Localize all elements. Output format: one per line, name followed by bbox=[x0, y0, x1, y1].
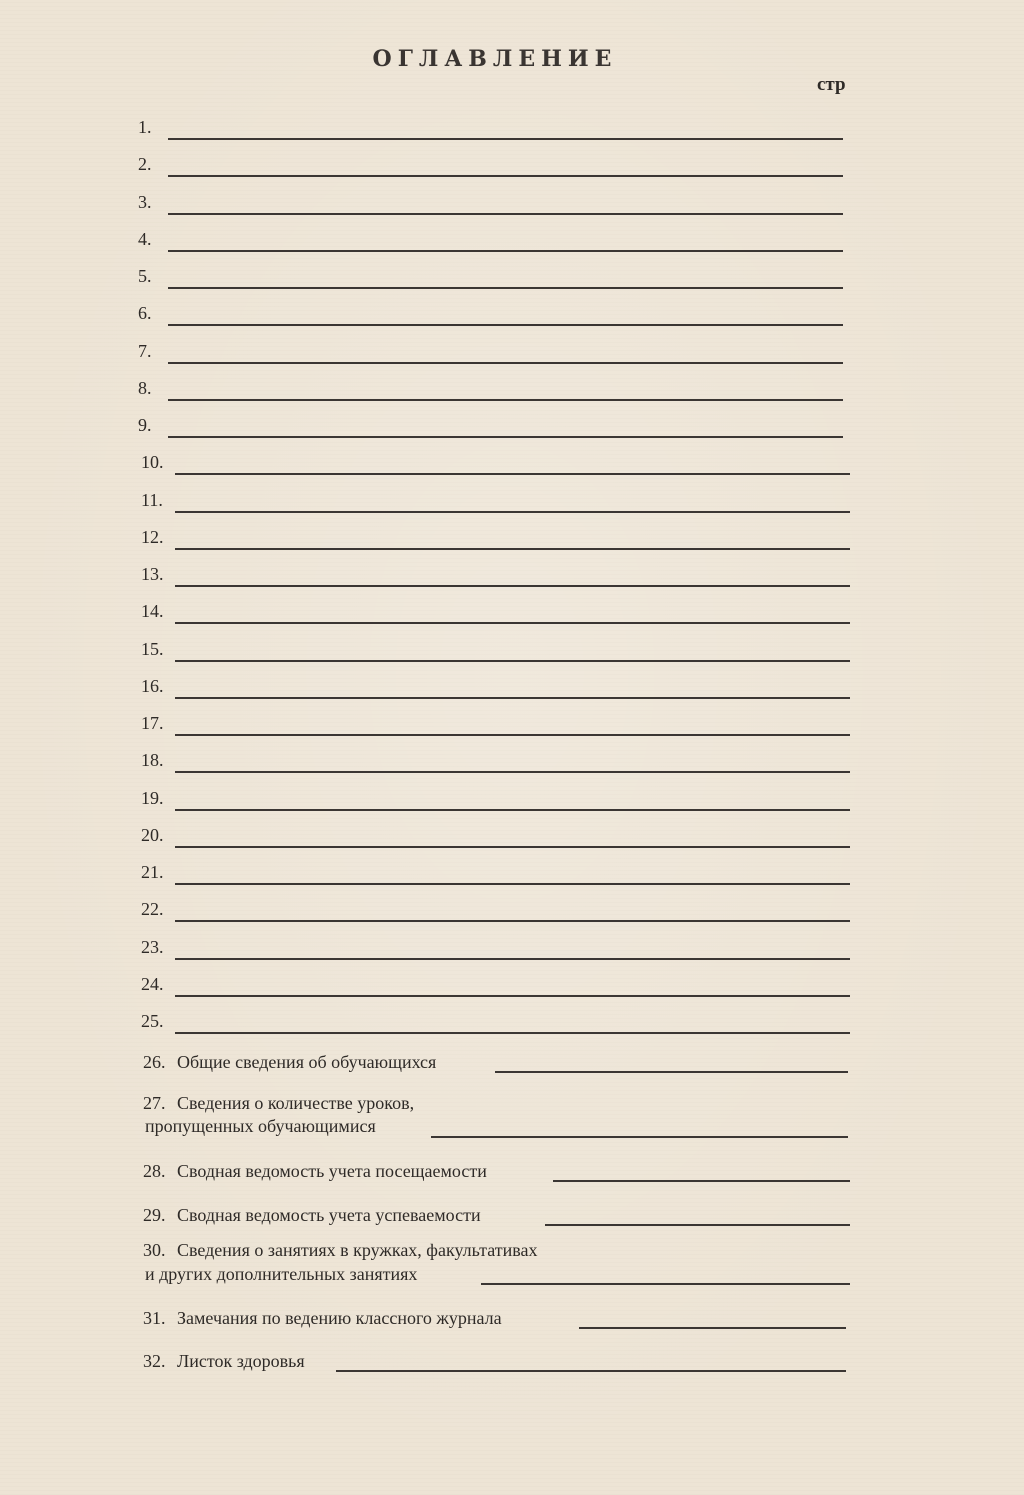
toc-entry-number: 3. bbox=[138, 192, 152, 212]
fill-line[interactable] bbox=[579, 1327, 846, 1329]
toc-entry-number: 21. bbox=[141, 862, 164, 882]
fill-line[interactable] bbox=[175, 511, 850, 513]
fill-line[interactable] bbox=[545, 1224, 850, 1226]
fill-line[interactable] bbox=[168, 287, 843, 289]
toc-entry-number: 31. bbox=[143, 1308, 166, 1328]
toc-entry-1 bbox=[138, 114, 843, 138]
toc-entry-8 bbox=[138, 375, 843, 399]
toc-entry-12 bbox=[141, 524, 850, 548]
toc-entry-5 bbox=[138, 263, 843, 287]
toc-entry-number: 23. bbox=[141, 937, 164, 957]
toc-entry-10 bbox=[141, 449, 850, 473]
toc-entry-27 bbox=[143, 1093, 848, 1141]
fill-line[interactable] bbox=[175, 697, 850, 699]
toc-entry-text: Замечания по ведению классного журнала bbox=[177, 1308, 502, 1328]
toc-entry-number: 8. bbox=[138, 378, 152, 398]
toc-entry-13 bbox=[141, 561, 850, 585]
toc-entry-number: 2. bbox=[138, 154, 152, 174]
toc-entry-number: 13. bbox=[141, 564, 164, 584]
toc-entry-28 bbox=[143, 1158, 850, 1182]
toc-entry-26 bbox=[143, 1049, 848, 1073]
toc-entry-20 bbox=[141, 822, 850, 846]
toc-entry-text-line1: Сведения о количестве уроков, bbox=[177, 1093, 415, 1113]
toc-entry-2 bbox=[138, 151, 843, 175]
toc-entry-number: 27. bbox=[143, 1093, 166, 1113]
toc-entry-number: 29. bbox=[143, 1205, 166, 1225]
fill-line[interactable] bbox=[175, 585, 850, 587]
fill-line[interactable] bbox=[175, 1032, 850, 1034]
fill-line[interactable] bbox=[175, 734, 850, 736]
toc-entry-number: 10. bbox=[141, 452, 164, 472]
toc-entry-number: 28. bbox=[143, 1161, 166, 1181]
fill-line[interactable] bbox=[175, 920, 850, 922]
toc-entry-number: 14. bbox=[141, 601, 164, 621]
document-title: ОГЛАВЛЕНИЕ bbox=[372, 46, 618, 72]
toc-entry-number: 9. bbox=[138, 415, 152, 435]
fill-line[interactable] bbox=[431, 1136, 848, 1138]
toc-entry-17 bbox=[141, 710, 850, 734]
toc-entry-9 bbox=[138, 412, 843, 436]
page-column-header: стр bbox=[817, 74, 846, 95]
toc-entry-number: 12. bbox=[141, 527, 164, 547]
toc-entry-number: 25. bbox=[141, 1011, 164, 1031]
fill-line[interactable] bbox=[175, 883, 850, 885]
toc-entry-text: Сводная ведомость учета посещаемости bbox=[177, 1161, 487, 1181]
toc-entry-23 bbox=[141, 934, 850, 958]
fill-line[interactable] bbox=[175, 958, 850, 960]
toc-entry-3 bbox=[138, 189, 843, 213]
toc-entry-text-line2: пропущенных обучающимися bbox=[145, 1116, 376, 1136]
fill-line[interactable] bbox=[175, 548, 850, 550]
toc-entry-number: 4. bbox=[138, 229, 152, 249]
toc-entry-text: Листок здоровья bbox=[177, 1351, 305, 1371]
toc-entry-18 bbox=[141, 747, 850, 771]
toc-entry-24 bbox=[141, 971, 850, 995]
toc-entry-text: Общие сведения об обучающихся bbox=[177, 1052, 437, 1072]
toc-entry-number: 24. bbox=[141, 974, 164, 994]
toc-entry-7 bbox=[138, 338, 843, 362]
toc-entry-number: 11. bbox=[141, 490, 163, 510]
toc-entry-text-line1: Сведения о занятиях в кружках, факультативах bbox=[177, 1240, 538, 1260]
toc-entry-6 bbox=[138, 300, 843, 324]
fill-line[interactable] bbox=[175, 995, 850, 997]
toc-entry-number: 18. bbox=[141, 750, 164, 770]
fill-line[interactable] bbox=[168, 175, 843, 177]
fill-line[interactable] bbox=[168, 250, 843, 252]
toc-entry-text-line2: и других дополнительных занятиях bbox=[145, 1264, 418, 1284]
toc-entry-4 bbox=[138, 226, 843, 250]
toc-entry-11 bbox=[141, 487, 850, 511]
toc-entry-number: 30. bbox=[143, 1240, 166, 1260]
toc-entry-number: 5. bbox=[138, 266, 152, 286]
toc-entry-number: 16. bbox=[141, 676, 164, 696]
fill-line[interactable] bbox=[175, 809, 850, 811]
toc-entry-number: 32. bbox=[143, 1351, 166, 1371]
toc-entry-number: 15. bbox=[141, 639, 164, 659]
fill-line[interactable] bbox=[175, 622, 850, 624]
toc-entry-number: 22. bbox=[141, 899, 164, 919]
fill-line[interactable] bbox=[168, 436, 843, 438]
fill-line[interactable] bbox=[481, 1283, 850, 1285]
toc-entry-text: Сводная ведомость учета успеваемости bbox=[177, 1205, 481, 1225]
toc-entry-16 bbox=[141, 673, 850, 697]
toc-entry-31 bbox=[143, 1305, 846, 1329]
toc-entry-number: 19. bbox=[141, 788, 164, 808]
fill-line[interactable] bbox=[175, 660, 850, 662]
toc-entry-21 bbox=[141, 859, 850, 883]
fill-line[interactable] bbox=[168, 399, 843, 401]
toc-entry-number: 6. bbox=[138, 303, 152, 323]
toc-entry-29 bbox=[143, 1202, 850, 1226]
fill-line[interactable] bbox=[175, 473, 850, 475]
toc-entry-14 bbox=[141, 598, 850, 622]
fill-line[interactable] bbox=[175, 846, 850, 848]
fill-line[interactable] bbox=[168, 324, 843, 326]
toc-entry-22 bbox=[141, 896, 850, 920]
toc-entry-number: 1. bbox=[138, 117, 152, 137]
toc-entry-number: 17. bbox=[141, 713, 164, 733]
toc-entry-15 bbox=[141, 636, 850, 660]
toc-entry-number: 20. bbox=[141, 825, 164, 845]
fill-line[interactable] bbox=[553, 1180, 850, 1182]
fill-line[interactable] bbox=[168, 138, 843, 140]
fill-line[interactable] bbox=[168, 213, 843, 215]
toc-entry-25 bbox=[141, 1008, 850, 1032]
fill-line[interactable] bbox=[168, 362, 843, 364]
fill-line[interactable] bbox=[495, 1071, 848, 1073]
toc-entry-19 bbox=[141, 785, 850, 809]
toc-entry-number: 7. bbox=[138, 341, 152, 361]
fill-line[interactable] bbox=[175, 771, 850, 773]
toc-entry-number: 26. bbox=[143, 1052, 166, 1072]
toc-entry-32 bbox=[143, 1348, 846, 1372]
fill-line[interactable] bbox=[336, 1370, 846, 1372]
toc-entry-30 bbox=[143, 1240, 850, 1288]
